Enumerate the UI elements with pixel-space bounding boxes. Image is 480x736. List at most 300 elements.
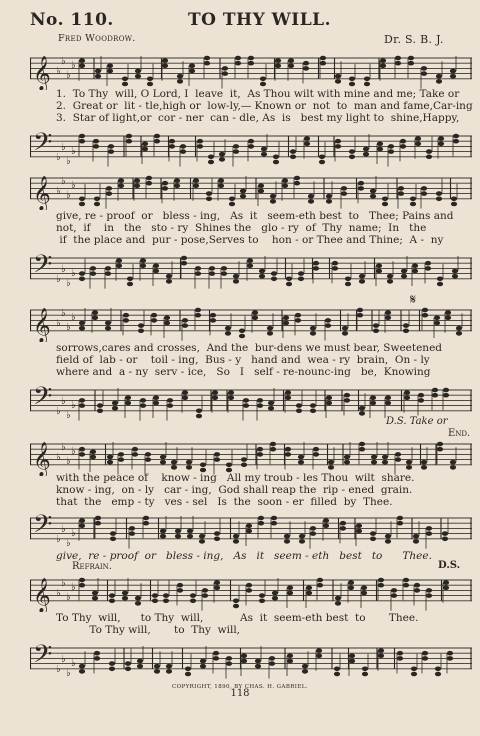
note-head — [219, 157, 225, 162]
note-head — [221, 271, 227, 276]
note-head — [79, 524, 85, 529]
note-head — [308, 194, 314, 199]
bass-staff — [30, 250, 472, 290]
note-head — [388, 149, 394, 154]
note-head — [240, 189, 246, 194]
note-head — [241, 654, 247, 659]
note-head — [143, 516, 149, 521]
note-head — [187, 529, 193, 534]
composer-credit: Dr. S. B. J. — [384, 33, 444, 46]
note-head — [109, 661, 115, 666]
note-head — [118, 184, 124, 189]
note-head — [214, 531, 220, 536]
note-head — [349, 155, 355, 160]
note-head — [182, 323, 188, 328]
note-head — [422, 651, 428, 656]
verse-2-lyric: not, if in the sto - ry Shines the glo - ry of Thy name; In the — [56, 222, 427, 234]
note-head — [92, 316, 98, 321]
note-head — [162, 64, 168, 69]
note-head — [418, 398, 424, 403]
note-head — [246, 529, 252, 534]
note-head — [206, 197, 212, 202]
note-head — [275, 64, 281, 69]
note-head — [97, 403, 103, 408]
note-head — [167, 398, 173, 403]
note-head — [442, 537, 448, 542]
note-head — [241, 659, 247, 664]
note-head — [272, 596, 278, 601]
note-head — [122, 596, 128, 601]
verse-3-lyric: 3. Star of light,or cor - ner can - dle, As is best my light to shine,Happy, — [56, 112, 460, 124]
note-head — [270, 194, 276, 199]
note-head — [270, 199, 276, 204]
note-head — [370, 401, 376, 406]
note-head — [260, 82, 266, 87]
treble-staff — [30, 302, 472, 342]
note-head — [422, 656, 428, 661]
note-head — [382, 197, 388, 202]
note-head — [382, 460, 388, 465]
note-head — [275, 58, 281, 63]
note-head — [432, 388, 438, 393]
note-head — [285, 396, 291, 401]
note-head — [137, 664, 143, 669]
note-head — [175, 529, 181, 534]
note-head — [189, 64, 195, 69]
note-head — [147, 77, 153, 82]
note-head — [122, 591, 128, 596]
note-head — [397, 516, 403, 521]
note-head — [180, 144, 186, 149]
note-head — [298, 271, 304, 276]
note-head — [436, 191, 442, 196]
note-head — [426, 149, 432, 154]
note-head — [228, 396, 234, 401]
note-head — [108, 144, 114, 149]
note-head — [252, 310, 258, 315]
note-head — [435, 667, 441, 672]
note-head — [233, 144, 239, 149]
note-head — [92, 591, 98, 596]
note-head — [252, 316, 258, 321]
note-head — [450, 74, 456, 79]
note-head — [222, 71, 228, 76]
note-head — [228, 390, 234, 395]
note-head — [345, 282, 351, 287]
note-head — [160, 534, 166, 539]
flat-icon: ♭ — [61, 176, 66, 187]
note-head — [380, 64, 386, 69]
note-head — [116, 258, 122, 263]
note-head — [325, 318, 331, 323]
flat-icon: ♭ — [61, 142, 66, 153]
flat-icon: ♭ — [56, 274, 61, 285]
note-head — [209, 266, 215, 271]
note-head — [126, 134, 132, 139]
note-head — [118, 457, 124, 462]
note-head — [110, 531, 116, 536]
note-head — [202, 593, 208, 598]
note-head — [212, 396, 218, 401]
note-head — [259, 593, 265, 598]
flat-icon: ♭ — [66, 70, 71, 81]
note-head — [122, 77, 128, 82]
note-head — [344, 398, 350, 403]
note-head — [363, 147, 369, 152]
note-head — [95, 69, 101, 74]
note-head — [125, 667, 131, 672]
note-head — [456, 331, 462, 336]
note-head — [94, 656, 100, 661]
verse-2-lyric: 2. Great or lit - tle,high or low-ly,— Known or not to man and fame,Car-ing — [56, 100, 473, 112]
flat-icon: ♭ — [66, 278, 71, 289]
note-head — [94, 197, 100, 202]
note-head — [388, 144, 394, 149]
note-head — [79, 202, 85, 207]
note-head — [397, 656, 403, 661]
note-head — [335, 79, 341, 84]
note-head — [456, 326, 462, 331]
note-head — [140, 258, 146, 263]
note-head — [135, 596, 141, 601]
segno-sign: 𝄋 — [410, 292, 417, 308]
note-head — [153, 401, 159, 406]
note-head — [335, 139, 341, 144]
flat-icon: ♭ — [71, 268, 76, 279]
note-head — [213, 656, 219, 661]
note-head — [400, 144, 406, 149]
note-head — [261, 147, 267, 152]
note-head — [116, 264, 122, 269]
note-head — [406, 465, 412, 470]
flat-icon: ♭ — [61, 442, 66, 453]
note-head — [214, 537, 220, 542]
note-head — [370, 531, 376, 536]
note-head — [127, 277, 133, 282]
note-head — [310, 531, 316, 536]
note-head — [79, 518, 85, 523]
treble-clef-icon: 𝄞 — [33, 55, 51, 90]
note-head — [95, 74, 101, 79]
note-head — [137, 659, 143, 664]
note-head — [443, 388, 449, 393]
note-head — [260, 77, 266, 82]
note-head — [378, 648, 384, 653]
note-head — [408, 61, 414, 66]
flat-icon: ♭ — [71, 658, 76, 669]
note-head — [269, 661, 275, 666]
treble-clef-icon: 𝄞 — [33, 441, 51, 476]
note-head — [340, 521, 346, 526]
note-head — [373, 323, 379, 328]
note-head — [79, 271, 85, 276]
note-head — [147, 82, 153, 87]
note-head — [273, 160, 279, 165]
note-head — [438, 136, 444, 141]
note-head — [411, 667, 417, 672]
end-marker: End. — [448, 428, 471, 439]
flat-icon: ♭ — [66, 456, 71, 467]
note-head — [450, 465, 456, 470]
note-head — [340, 526, 346, 531]
note-head — [169, 144, 175, 149]
note-head — [177, 583, 183, 588]
note-head — [105, 326, 111, 331]
note-head — [174, 178, 180, 183]
note-head — [387, 279, 393, 284]
hymn-number: No. 110. — [30, 10, 114, 30]
note-head — [177, 74, 183, 79]
flat-icon: ♭ — [71, 312, 76, 323]
note-head — [412, 269, 418, 274]
note-head — [214, 452, 220, 457]
note-head — [408, 56, 414, 61]
note-head — [426, 588, 432, 593]
note-head — [243, 403, 249, 408]
note-head — [341, 191, 347, 196]
note-head — [378, 583, 384, 588]
note-head — [162, 181, 168, 186]
flat-icon: ♭ — [56, 186, 61, 197]
note-head — [302, 664, 308, 669]
note-head — [349, 659, 355, 664]
note-head — [310, 331, 316, 336]
note-head — [395, 56, 401, 61]
note-head — [425, 261, 431, 266]
note-head — [79, 403, 85, 408]
note-head — [239, 334, 245, 339]
flat-icon: ♭ — [71, 528, 76, 539]
note-head — [199, 534, 205, 539]
note-head — [246, 524, 252, 529]
note-head — [248, 56, 254, 61]
note-head — [163, 599, 169, 604]
note-head — [171, 465, 177, 470]
note-head — [426, 155, 432, 160]
bass-clef-icon: 𝄢 — [33, 510, 53, 545]
note-head — [129, 531, 135, 536]
note-head — [132, 447, 138, 452]
note-head — [323, 518, 329, 523]
note-head — [186, 465, 192, 470]
note-head — [453, 134, 459, 139]
note-head — [233, 279, 239, 284]
note-head — [288, 64, 294, 69]
note-head — [358, 186, 364, 191]
note-head — [209, 271, 215, 276]
flat-icon: ♭ — [61, 578, 66, 589]
note-head — [295, 313, 301, 318]
note-head — [326, 396, 332, 401]
note-head — [328, 465, 334, 470]
note-head — [317, 583, 323, 588]
copyright-line: COPYRIGHT, 1890, BY CHAS. H. GABRIEL. — [171, 684, 308, 690]
note-head — [395, 61, 401, 66]
note-head — [359, 406, 365, 411]
note-head — [414, 588, 420, 593]
note-head — [182, 318, 188, 323]
note-head — [422, 313, 428, 318]
note-head — [306, 591, 312, 596]
flat-icon: ♭ — [61, 264, 66, 275]
refrain-echo-lyric: To Thy will, to Thy will, — [56, 624, 241, 636]
note-head — [258, 521, 264, 526]
flat-icon: ♭ — [56, 318, 61, 329]
note-head — [426, 593, 432, 598]
note-head — [421, 66, 427, 71]
note-head — [154, 664, 160, 669]
note-head — [357, 313, 363, 318]
note-head — [127, 282, 133, 287]
flat-icon: ♭ — [66, 410, 71, 421]
note-head — [359, 411, 365, 416]
note-head — [310, 409, 316, 414]
note-head — [422, 308, 428, 313]
note-head — [378, 654, 384, 659]
note-head — [153, 264, 159, 269]
flat-icon: ♭ — [66, 538, 71, 549]
lyricist-credit: Fred Woodrow. — [58, 33, 136, 44]
flat-icon: ♭ — [56, 588, 61, 599]
note-head — [218, 184, 224, 189]
note-head — [395, 457, 401, 462]
note-head — [135, 601, 141, 606]
note-head — [193, 184, 199, 189]
treble-clef-icon: 𝄞 — [33, 307, 51, 342]
flat-icon: ♭ — [56, 664, 61, 675]
note-head — [344, 455, 350, 460]
note-head — [387, 274, 393, 279]
note-head — [345, 277, 351, 282]
note-head — [310, 403, 316, 408]
verse-2-lyric: know - ing, on - ly car - ing, God shall reap the rip - ened grain. — [56, 484, 413, 496]
note-head — [296, 403, 302, 408]
note-head — [404, 390, 410, 395]
note-head — [204, 61, 210, 66]
flat-icon: ♭ — [61, 396, 66, 407]
note-head — [437, 447, 443, 452]
note-head — [385, 534, 391, 539]
note-head — [193, 178, 199, 183]
note-head — [202, 588, 208, 593]
note-head — [143, 521, 149, 526]
note-head — [363, 152, 369, 157]
note-head — [214, 580, 220, 585]
note-head — [349, 82, 355, 87]
note-head — [162, 186, 168, 191]
refrain-label: Refrain. — [72, 561, 112, 572]
note-head — [106, 191, 112, 196]
note-head — [382, 455, 388, 460]
note-head — [284, 539, 290, 544]
note-head — [421, 191, 427, 196]
note-head — [204, 56, 210, 61]
note-head — [225, 326, 231, 331]
note-head — [214, 457, 220, 462]
note-head — [146, 176, 152, 181]
note-head — [267, 331, 273, 336]
note-head — [332, 266, 338, 271]
note-head — [335, 144, 341, 149]
flat-icon: ♭ — [66, 592, 71, 603]
note-head — [258, 189, 264, 194]
note-head — [391, 588, 397, 593]
note-head — [247, 264, 253, 269]
note-head — [261, 152, 267, 157]
note-head — [187, 534, 193, 539]
note-head — [135, 69, 141, 74]
note-head — [403, 323, 409, 328]
note-head — [323, 524, 329, 529]
note-head — [412, 264, 418, 269]
note-head — [299, 539, 305, 544]
note-head — [425, 266, 431, 271]
note-head — [298, 455, 304, 460]
note-head — [437, 277, 443, 282]
note-head — [344, 393, 350, 398]
note-head — [106, 186, 112, 191]
note-head — [385, 401, 391, 406]
note-head — [233, 604, 239, 609]
note-head — [335, 601, 341, 606]
note-head — [107, 64, 113, 69]
note-head — [437, 442, 443, 447]
note-head — [213, 651, 219, 656]
verse-1-lyric: give, re - proof or bless - ing, As it seem-eth best to Thee; Pains and — [56, 210, 454, 222]
note-head — [415, 142, 421, 147]
note-head — [413, 534, 419, 539]
note-head — [450, 460, 456, 465]
note-head — [362, 667, 368, 672]
note-head — [199, 539, 205, 544]
verse-1-lyric: with the peace of know - ing All my troub - les Thou wilt share. — [56, 472, 415, 484]
note-head — [328, 460, 334, 465]
note-head — [105, 271, 111, 276]
note-head — [255, 659, 261, 664]
verse-3-lyric: if the place and pur - pose,Serves to hon - or Thee and Thine; A - ny — [56, 234, 444, 246]
note-head — [436, 74, 442, 79]
note-head — [190, 593, 196, 598]
note-head — [299, 534, 305, 539]
note-head — [268, 401, 274, 406]
note-head — [132, 452, 138, 457]
note-head — [421, 71, 427, 76]
note-head — [371, 455, 377, 460]
note-head — [221, 266, 227, 271]
note-head — [200, 463, 206, 468]
note-head — [134, 178, 140, 183]
note-head — [185, 667, 191, 672]
note-head — [235, 61, 241, 66]
note-head — [79, 578, 85, 583]
note-head — [453, 139, 459, 144]
flat-icon: ♭ — [71, 60, 76, 71]
treble-clef-icon: 𝄞 — [33, 577, 51, 612]
note-head — [259, 269, 265, 274]
note-head — [166, 669, 172, 674]
note-head — [443, 586, 449, 591]
note-head — [123, 313, 129, 318]
bass-clef-icon: 𝄢 — [33, 250, 53, 285]
note-head — [326, 194, 332, 199]
note-head — [92, 310, 98, 315]
note-head — [92, 596, 98, 601]
note-head — [316, 654, 322, 659]
note-head — [285, 452, 291, 457]
note-head — [90, 271, 96, 276]
note-head — [361, 591, 367, 596]
note-head — [357, 308, 363, 313]
